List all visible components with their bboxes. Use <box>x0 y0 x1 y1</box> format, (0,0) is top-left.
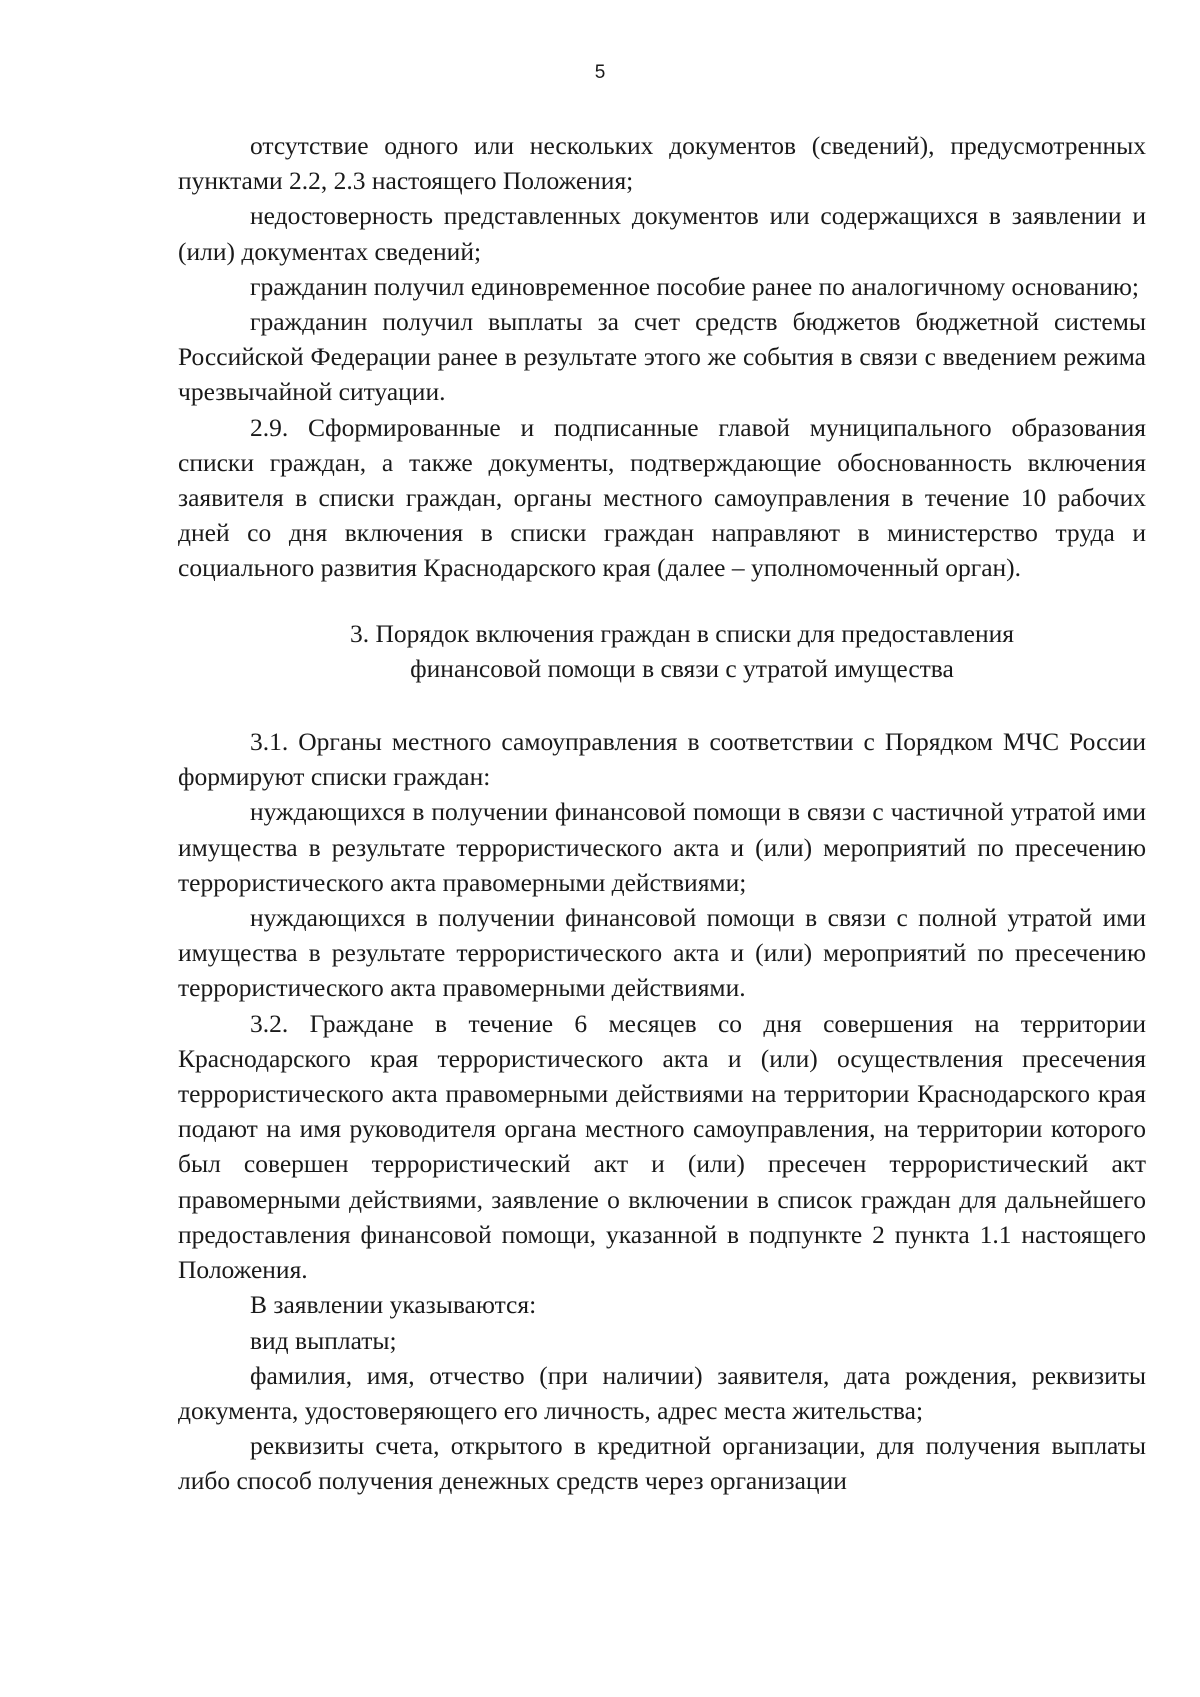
paragraph: фамилия, имя, отчество (при наличии) заявителя, дата рождения, реквизиты документа, удостоверяющего его личность, адрес места жительства; <box>178 1360 1146 1425</box>
paragraph-3-2: 3.2. Граждане в течение 6 месяцев со дня совершения на территории Краснодарского края террористического акта и (или) осуществления пресечения террористического акта правомерными действиями на территории Краснодарского края подают на имя руководителя органа местного самоуправления, на территории которого был совершен террористический акт и (или) пресечен террористический акт правомерными действиями, заявление о включении в список граждан для дальнейшего предоставления финансовой помощи, указанной в подпункте 2 пункта 1.1 настоящего Положения. <box>178 1008 1146 1285</box>
paragraph: нуждающихся в получении финансовой помощи в связи с полной утратой ими имущества в результате террористического акта и (или) мероприятий по пресечению террористического акта правомерными действиями. <box>178 903 1146 1003</box>
section-title-line-2: финансовой помощи в связи с утратой имущества <box>410 653 954 683</box>
paragraph: отсутствие одного или нескольких документов (сведений), предусмотренных пунктами 2.2, 2.3 настоящего Положения; <box>178 131 1146 196</box>
paragraph: В заявлении указываются: <box>250 1290 537 1320</box>
paragraph: гражданин получил единовременное пособие ранее по аналогичному основанию; <box>250 271 1140 301</box>
paragraph: реквизиты счета, открытого в кредитной организации, для получения выплаты либо способ получения денежных средств через организации <box>178 1431 1146 1496</box>
document-body <box>178 128 1146 1499</box>
paragraph: вид выплаты; <box>250 1325 397 1355</box>
paragraph: нуждающихся в получении финансовой помощи в связи с частичной утратой ими имущества в результате террористического акта и (или) мероприятий по пресечению террористического акта правомерными действиями; <box>178 797 1146 897</box>
section-heading <box>178 616 1146 686</box>
paragraph: гражданин получил выплаты за счет средств бюджетов бюджетной системы Российской Федерации ранее в результате этого же события в связи с введением режима чрезвычайной ситуации. <box>178 307 1146 407</box>
paragraph-3-1: 3.1. Органы местного самоуправления в соответствии с Порядком МЧС России формируют списки граждан: <box>178 727 1146 792</box>
paragraph: недостоверность представленных документов или содержащихся в заявлении и (или) документах сведений; <box>178 201 1146 266</box>
section-title-line-1: 3. Порядок включения граждан в списки для предоставления <box>349 618 1015 648</box>
page-number: 5 <box>594 62 606 83</box>
paragraph-2-9: 2.9. Сформированные и подписанные главой муниципального образования списки граждан, а также документы, подтверждающие обоснованность включения заявителя в списки граждан, органы местного самоуправления в течение 10 рабочих дней со дня включения в списки граждан направляют в министерство труда и социального развития Краснодарского края (далее – уполномоченный орган). <box>178 412 1146 583</box>
